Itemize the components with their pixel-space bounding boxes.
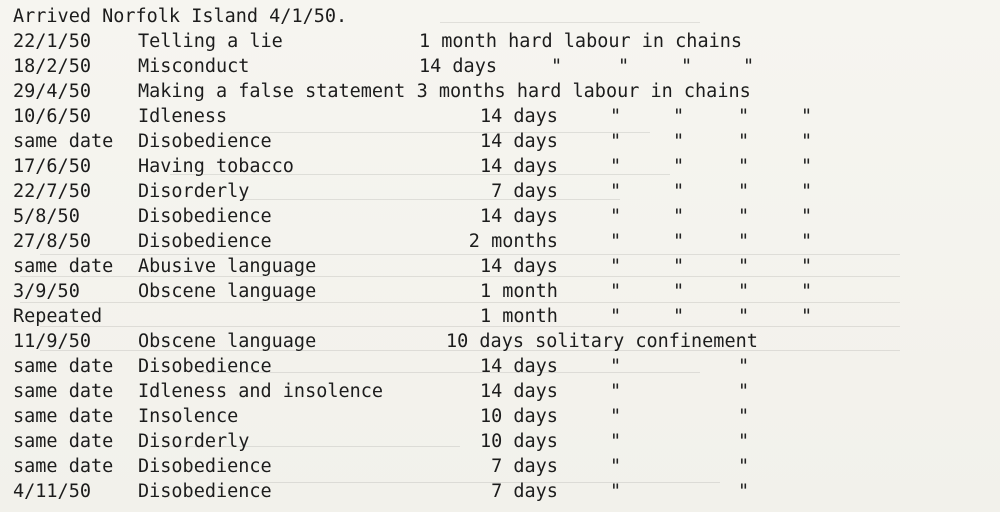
offence-entry bbox=[13, 479, 993, 504]
ditto-mark: " bbox=[738, 356, 750, 377]
ditto-mark: " bbox=[673, 131, 685, 152]
ditto-mark: " bbox=[801, 106, 813, 127]
ditto-mark: " bbox=[610, 206, 622, 227]
entry-sentence: 7 days bbox=[491, 481, 558, 502]
offence-entry bbox=[13, 354, 993, 379]
entry-sentence: 14 days bbox=[479, 356, 558, 377]
offence-entry bbox=[13, 179, 993, 204]
ditto-mark: " bbox=[743, 56, 755, 77]
entry-offence: Disobedience bbox=[138, 356, 272, 377]
entry-date: same date bbox=[13, 131, 114, 152]
arrival-heading: Arrived Norfolk Island 4/1/50. bbox=[13, 6, 348, 27]
entry-sentence: 1 month hard labour in chains bbox=[419, 31, 743, 52]
ditto-mark: " bbox=[738, 481, 750, 502]
offence-entry bbox=[13, 404, 993, 429]
entry-date: 22/7/50 bbox=[13, 181, 91, 202]
entry-offence: Disobedience bbox=[138, 231, 272, 252]
ditto-mark: " bbox=[610, 381, 622, 402]
entry-date: same date bbox=[13, 431, 114, 452]
ditto-mark: " bbox=[738, 431, 750, 452]
ditto-mark: " bbox=[673, 106, 685, 127]
ditto-mark: " bbox=[801, 206, 813, 227]
entry-offence: Disobedience bbox=[138, 481, 272, 502]
ditto-mark: " bbox=[610, 456, 622, 477]
ditto-mark: " bbox=[738, 381, 750, 402]
entry-sentence: 7 days bbox=[491, 456, 558, 477]
ditto-mark: " bbox=[738, 306, 750, 327]
ditto-mark: " bbox=[673, 206, 685, 227]
entry-sentence: 3 months hard labour in chains bbox=[416, 81, 751, 102]
ditto-mark: " bbox=[738, 131, 750, 152]
ditto-mark: " bbox=[610, 181, 622, 202]
entry-sentence: 14 days bbox=[419, 56, 497, 77]
entry-date: 22/1/50 bbox=[13, 31, 91, 52]
offence-entry bbox=[13, 154, 993, 179]
entry-date: 3/9/50 bbox=[13, 281, 80, 302]
ditto-mark: " bbox=[610, 156, 622, 177]
offence-entry bbox=[13, 129, 993, 154]
ditto-mark: " bbox=[610, 281, 622, 302]
entry-date: 4/11/50 bbox=[13, 481, 91, 502]
ditto-mark: " bbox=[738, 256, 750, 277]
ditto-mark: " bbox=[610, 481, 622, 502]
entry-offence: Obscene language bbox=[138, 281, 317, 302]
entry-offence: Having tobacco bbox=[138, 156, 294, 177]
ditto-mark: " bbox=[801, 181, 813, 202]
entry-sentence: 1 month bbox=[479, 281, 558, 302]
ditto-mark: " bbox=[673, 231, 685, 252]
conduct-record bbox=[13, 4, 993, 504]
entry-date: same date bbox=[13, 256, 114, 277]
entry-date: 18/2/50 bbox=[13, 56, 91, 77]
ditto-mark: " bbox=[673, 306, 685, 327]
offence-entry bbox=[13, 104, 993, 129]
entry-date: same date bbox=[13, 406, 114, 427]
ditto-mark: " bbox=[610, 406, 622, 427]
offence-list bbox=[13, 29, 993, 504]
entry-date: 10/6/50 bbox=[13, 106, 91, 127]
ditto-mark: " bbox=[610, 106, 622, 127]
entry-offence: Disobedience bbox=[138, 206, 272, 227]
entry-date: 27/8/50 bbox=[13, 231, 91, 252]
offence-entry bbox=[13, 79, 993, 104]
entry-sentence: 1 month bbox=[479, 306, 558, 327]
ditto-mark: " bbox=[738, 406, 750, 427]
entry-offence: Idleness bbox=[138, 106, 228, 127]
entry-sentence: 14 days bbox=[479, 206, 558, 227]
entry-offence: Disorderly bbox=[138, 431, 250, 452]
offence-entry bbox=[13, 229, 993, 254]
ditto-mark: " bbox=[610, 356, 622, 377]
offence-entry bbox=[13, 304, 993, 329]
entry-offence: Idleness and insolence bbox=[138, 381, 384, 402]
entry-date: 11/9/50 bbox=[13, 331, 91, 352]
ditto-mark: " bbox=[801, 256, 813, 277]
ditto-mark: " bbox=[551, 56, 563, 77]
offence-entry bbox=[13, 454, 993, 479]
entry-date: Repeated bbox=[13, 306, 103, 327]
entry-date: 5/8/50 bbox=[13, 206, 80, 227]
entry-offence: Misconduct bbox=[138, 56, 250, 77]
ditto-mark: " bbox=[610, 131, 622, 152]
ditto-mark: " bbox=[610, 231, 622, 252]
ditto-mark: " bbox=[738, 206, 750, 227]
ditto-mark: " bbox=[801, 306, 813, 327]
offence-entry bbox=[13, 279, 993, 304]
ditto-mark: " bbox=[673, 281, 685, 302]
ditto-mark: " bbox=[801, 281, 813, 302]
ditto-mark: " bbox=[738, 281, 750, 302]
entry-date: same date bbox=[13, 456, 114, 477]
ditto-mark: " bbox=[673, 256, 685, 277]
offence-entry bbox=[13, 379, 993, 404]
ditto-mark: " bbox=[681, 56, 693, 77]
entry-sentence: 14 days bbox=[479, 156, 558, 177]
entry-sentence: 7 days bbox=[491, 181, 558, 202]
ditto-mark: " bbox=[738, 456, 750, 477]
entry-sentence: 10 days bbox=[479, 406, 558, 427]
ditto-mark: " bbox=[610, 306, 622, 327]
entry-date: same date bbox=[13, 381, 114, 402]
offence-entry bbox=[13, 29, 993, 54]
entry-offence: Making a false statement bbox=[138, 81, 406, 102]
entry-sentence: 14 days bbox=[479, 106, 558, 127]
offence-entry bbox=[13, 204, 993, 229]
offence-entry bbox=[13, 254, 993, 279]
entry-date: 29/4/50 bbox=[13, 81, 91, 102]
entry-sentence: 14 days bbox=[479, 131, 558, 152]
entry-sentence: 14 days bbox=[479, 256, 558, 277]
ditto-mark: " bbox=[801, 156, 813, 177]
offence-entry bbox=[13, 54, 993, 79]
ditto-mark: " bbox=[738, 156, 750, 177]
entry-offence: Telling a lie bbox=[138, 31, 283, 52]
entry-sentence: 10 days bbox=[479, 431, 558, 452]
entry-date: same date bbox=[13, 356, 114, 377]
entry-date: 17/6/50 bbox=[13, 156, 91, 177]
ditto-mark: " bbox=[801, 131, 813, 152]
ditto-mark: " bbox=[801, 231, 813, 252]
ditto-mark: " bbox=[738, 231, 750, 252]
ditto-mark: " bbox=[610, 256, 622, 277]
ditto-mark: " bbox=[610, 431, 622, 452]
offence-entry bbox=[13, 429, 993, 454]
entry-sentence: 10 days solitary confinement bbox=[446, 331, 758, 352]
offence-entry bbox=[13, 329, 993, 354]
ditto-mark: " bbox=[738, 181, 750, 202]
entry-offence: Abusive language bbox=[138, 256, 317, 277]
entry-sentence: 14 days bbox=[479, 381, 558, 402]
entry-offence: Obscene language bbox=[138, 331, 317, 352]
ditto-mark: " bbox=[673, 181, 685, 202]
ditto-mark: " bbox=[673, 156, 685, 177]
ditto-mark: " bbox=[618, 56, 630, 77]
entry-offence: Disobedience bbox=[138, 131, 272, 152]
entry-sentence: 2 months bbox=[468, 231, 558, 252]
ditto-mark: " bbox=[738, 106, 750, 127]
entry-offence: Insolence bbox=[138, 406, 239, 427]
entry-offence: Disorderly bbox=[138, 181, 250, 202]
entry-offence: Disobedience bbox=[138, 456, 272, 477]
